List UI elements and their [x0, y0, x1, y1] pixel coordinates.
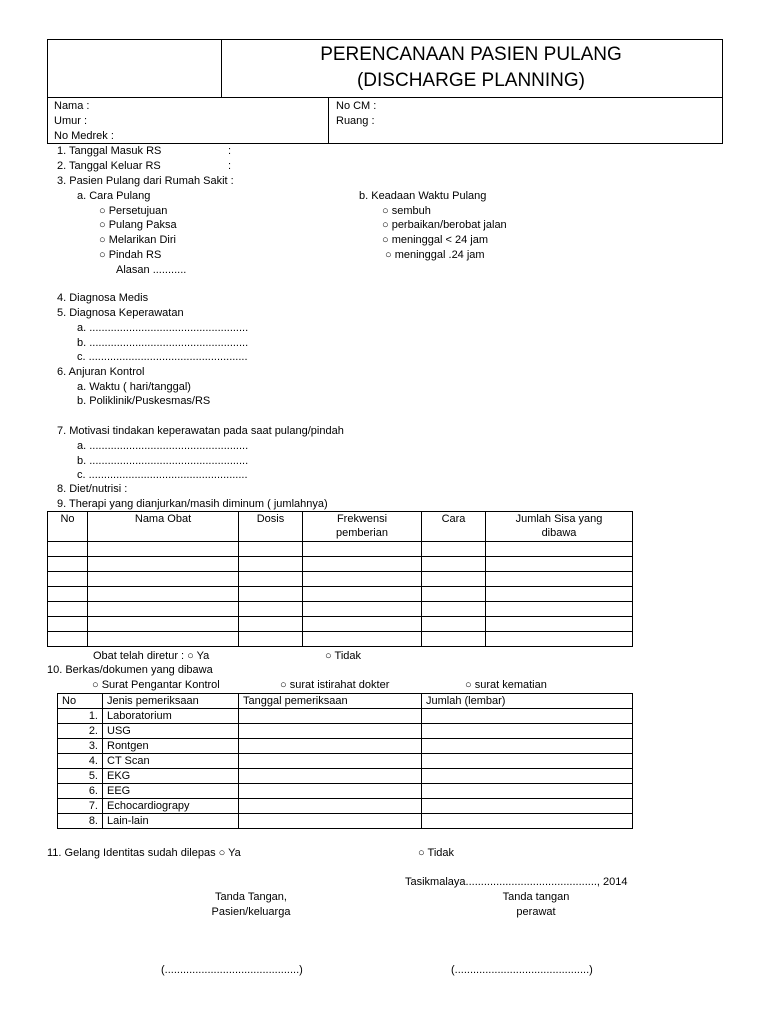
gelang-tidak[interactable]: ○ Tidak	[418, 847, 454, 859]
documents-row	[58, 724, 633, 739]
sign-right-blank[interactable]: (............................................)	[451, 964, 593, 976]
therapy-header-row	[48, 512, 633, 542]
therapy-cell[interactable]	[422, 617, 486, 632]
documents-row	[58, 784, 633, 799]
therapy-cell[interactable]	[422, 632, 486, 647]
documents-header-jumlah: Jumlah (lembar)	[422, 694, 633, 709]
documents-row-jumlah[interactable]	[422, 784, 633, 799]
therapy-cell[interactable]	[422, 557, 486, 572]
medrek-label: No Medrek :	[54, 130, 114, 142]
therapy-cell[interactable]	[486, 587, 633, 602]
documents-row-tanggal[interactable]	[239, 769, 422, 784]
diagnosa-line-a[interactable]: a. ....................................................	[77, 322, 249, 334]
umur-label: Umur :	[54, 115, 87, 127]
therapy-header-dosis: Dosis	[239, 512, 303, 542]
therapy-cell[interactable]	[239, 542, 303, 557]
diagnosa-line-b[interactable]: b. ....................................................	[77, 337, 249, 349]
motivasi-line-b[interactable]: b. ....................................................	[77, 455, 249, 467]
documents-row-jumlah[interactable]	[422, 739, 633, 754]
documents-header-tanggal: Tanggal pemeriksaan	[239, 694, 422, 709]
item-5: 5. Diagnosa Keperawatan	[57, 307, 184, 319]
documents-row-no: 4.	[58, 754, 103, 769]
nama-label: Nama :	[54, 100, 90, 112]
place-date: Tasikmalaya..........................................., 2014	[405, 876, 628, 888]
documents-row-no: 7.	[58, 799, 103, 814]
therapy-table	[47, 511, 633, 647]
therapy-cell[interactable]	[303, 587, 422, 602]
item-11[interactable]: 11. Gelang Identitas sudah dilepas ○ Ya	[47, 847, 241, 859]
documents-row-jenis: Lain-lain	[103, 814, 239, 829]
option-persetujuan[interactable]: ○ Persetujuan	[99, 205, 168, 217]
therapy-header-jumlah: Jumlah Sisa yang dibawa	[486, 512, 633, 542]
therapy-cell[interactable]	[422, 587, 486, 602]
item-6a: a. Waktu ( hari/tanggal)	[77, 381, 191, 393]
option-surat-istirahat[interactable]: ○ surat istirahat dokter	[280, 679, 390, 691]
option-melarikan-diri[interactable]: ○ Melarikan Diri	[99, 234, 176, 246]
documents-row-tanggal[interactable]	[239, 799, 422, 814]
item-2-colon: :	[228, 160, 232, 172]
therapy-row	[48, 542, 633, 557]
diagnosa-line-c[interactable]: c. ....................................................	[77, 351, 248, 363]
therapy-row	[48, 602, 633, 617]
therapy-cell[interactable]	[48, 617, 88, 632]
option-surat-kematian[interactable]: ○ surat kematian	[465, 679, 547, 691]
therapy-cell[interactable]	[422, 542, 486, 557]
nocm-label: No CM :	[336, 100, 377, 112]
documents-row-no: 6.	[58, 784, 103, 799]
documents-row-no: 2.	[58, 724, 103, 739]
documents-row	[58, 799, 633, 814]
documents-row-no: 5.	[58, 769, 103, 784]
item-4: 4. Diagnosa Medis	[57, 292, 149, 304]
documents-row-no: 3.	[58, 739, 103, 754]
therapy-cell[interactable]	[48, 587, 88, 602]
sign-left-blank[interactable]: (............................................)	[161, 964, 303, 976]
therapy-cell[interactable]	[239, 632, 303, 647]
therapy-row	[48, 587, 633, 602]
therapy-cell[interactable]	[239, 557, 303, 572]
therapy-cell[interactable]	[422, 572, 486, 587]
therapy-cell[interactable]	[303, 557, 422, 572]
documents-row-tanggal[interactable]	[239, 754, 422, 769]
obat-diretur-ya[interactable]: Obat telah diretur : ○ Ya	[93, 650, 210, 662]
therapy-cell[interactable]	[422, 602, 486, 617]
therapy-cell[interactable]	[486, 617, 633, 632]
form-subtitle: (DISCHARGE PLANNING)	[356, 70, 586, 91]
item-1: 1. Tanggal Masuk RS	[57, 145, 162, 157]
documents-header-jenis: Jenis pemeriksaan	[103, 694, 239, 709]
documents-row-tanggal[interactable]	[239, 724, 422, 739]
ruang-label: Ruang :	[336, 115, 375, 127]
item-3: 3. Pasien Pulang dari Rumah Sakit :	[57, 175, 234, 187]
option-sembuh[interactable]: ○ sembuh	[382, 205, 431, 217]
therapy-cell[interactable]	[88, 587, 239, 602]
therapy-cell[interactable]	[88, 617, 239, 632]
documents-row-jenis: Laboratorium	[103, 709, 239, 724]
therapy-cell[interactable]	[48, 602, 88, 617]
therapy-cell[interactable]	[88, 632, 239, 647]
therapy-cell[interactable]	[303, 542, 422, 557]
therapy-row	[48, 617, 633, 632]
documents-row	[58, 709, 633, 724]
therapy-cell[interactable]	[303, 617, 422, 632]
sign-left-subtitle: Pasien/keluarga	[211, 906, 291, 918]
therapy-header-nama-obat: Nama Obat	[88, 512, 239, 542]
item-6: 6. Anjuran Kontrol	[57, 366, 145, 378]
therapy-cell[interactable]	[88, 572, 239, 587]
documents-row	[58, 769, 633, 784]
item-7: 7. Motivasi tindakan keperawatan pada saat pulang/pindah	[57, 425, 344, 437]
therapy-cell[interactable]	[48, 542, 88, 557]
motivasi-line-c[interactable]: c. ....................................................	[77, 469, 248, 481]
therapy-cell[interactable]	[486, 557, 633, 572]
documents-row-jumlah[interactable]	[422, 709, 633, 724]
therapy-cell[interactable]	[239, 617, 303, 632]
documents-row-jumlah[interactable]	[422, 754, 633, 769]
option-pindah-rs[interactable]: ○ Pindah RS	[99, 249, 162, 261]
obat-diretur-tidak[interactable]: ○ Tidak	[325, 650, 361, 662]
therapy-cell[interactable]	[88, 557, 239, 572]
therapy-cell[interactable]	[48, 572, 88, 587]
alasan-field[interactable]: Alasan ...........	[116, 264, 187, 276]
therapy-row	[48, 632, 633, 647]
therapy-cell[interactable]	[303, 602, 422, 617]
therapy-row	[48, 557, 633, 572]
therapy-cell[interactable]	[239, 602, 303, 617]
therapy-header-no: No	[48, 512, 88, 542]
therapy-header-frekwensi: Frekwensi pemberian	[303, 512, 422, 542]
documents-row-jenis: EKG	[103, 769, 239, 784]
documents-row-tanggal[interactable]	[239, 784, 422, 799]
documents-row-jenis: EEG	[103, 784, 239, 799]
form-title: PERENCANAAN PASIEN PULANG	[320, 44, 622, 65]
motivasi-line-a[interactable]: a. ....................................................	[77, 440, 249, 452]
therapy-cell[interactable]	[48, 632, 88, 647]
therapy-cell[interactable]	[486, 542, 633, 557]
documents-row-jumlah[interactable]	[422, 724, 633, 739]
documents-row-jenis: Echocardiograpy	[103, 799, 239, 814]
option-meninggal-24[interactable]: ○ meninggal .24 jam	[385, 249, 485, 261]
sign-right-title: Tanda tangan	[502, 891, 570, 903]
documents-header-row	[58, 694, 633, 709]
documents-row-jenis: CT Scan	[103, 754, 239, 769]
documents-row	[58, 754, 633, 769]
documents-row-jumlah[interactable]	[422, 799, 633, 814]
item-3a: a. Cara Pulang	[77, 190, 151, 202]
option-meninggal-lt24[interactable]: ○ meninggal < 24 jam	[382, 234, 489, 246]
item-9: 9. Therapi yang dianjurkan/masih diminum ( jumlahnya)	[57, 498, 328, 510]
therapy-cell[interactable]	[239, 587, 303, 602]
item-3b: b. Keadaan Waktu Pulang	[359, 190, 487, 202]
therapy-cell[interactable]	[486, 602, 633, 617]
documents-row-jenis: USG	[103, 724, 239, 739]
documents-row-jenis: Rontgen	[103, 739, 239, 754]
documents-row-no: 8.	[58, 814, 103, 829]
documents-row	[58, 814, 633, 829]
option-perbaikan[interactable]: ○ perbaikan/berobat jalan	[382, 219, 507, 231]
therapy-cell[interactable]	[48, 557, 88, 572]
therapy-cell[interactable]	[486, 572, 633, 587]
documents-row-jumlah[interactable]	[422, 814, 633, 829]
sign-right-subtitle: perawat	[516, 906, 556, 918]
documents-row-tanggal[interactable]	[239, 739, 422, 754]
item-2: 2. Tanggal Keluar RS	[57, 160, 161, 172]
therapy-cell[interactable]	[88, 602, 239, 617]
item-1-colon: :	[228, 145, 232, 157]
patient-info-box	[47, 97, 723, 144]
item-8: 8. Diet/nutrisi :	[57, 483, 128, 495]
patient-info-divider	[328, 97, 329, 144]
therapy-cell[interactable]	[88, 542, 239, 557]
documents-table	[57, 693, 633, 829]
documents-row-tanggal[interactable]	[239, 814, 422, 829]
documents-row-jumlah[interactable]	[422, 769, 633, 784]
item-10: 10. Berkas/dokumen yang dibawa	[47, 664, 213, 676]
documents-header-no: No	[58, 694, 103, 709]
sign-left-title: Tanda Tangan,	[215, 891, 287, 903]
documents-row	[58, 739, 633, 754]
item-6b: b. Poliklinik/Puskesmas/RS	[77, 395, 211, 407]
therapy-cell[interactable]	[303, 632, 422, 647]
option-surat-pengantar[interactable]: ○ Surat Pengantar Kontrol	[92, 679, 220, 691]
therapy-row	[48, 572, 633, 587]
therapy-cell[interactable]	[486, 632, 633, 647]
logo-area	[47, 39, 222, 98]
documents-row-tanggal[interactable]	[239, 709, 422, 724]
therapy-header-cara: Cara	[422, 512, 486, 542]
therapy-cell[interactable]	[303, 572, 422, 587]
option-pulang-paksa[interactable]: ○ Pulang Paksa	[99, 219, 177, 231]
therapy-cell[interactable]	[239, 572, 303, 587]
documents-row-no: 1.	[58, 709, 103, 724]
